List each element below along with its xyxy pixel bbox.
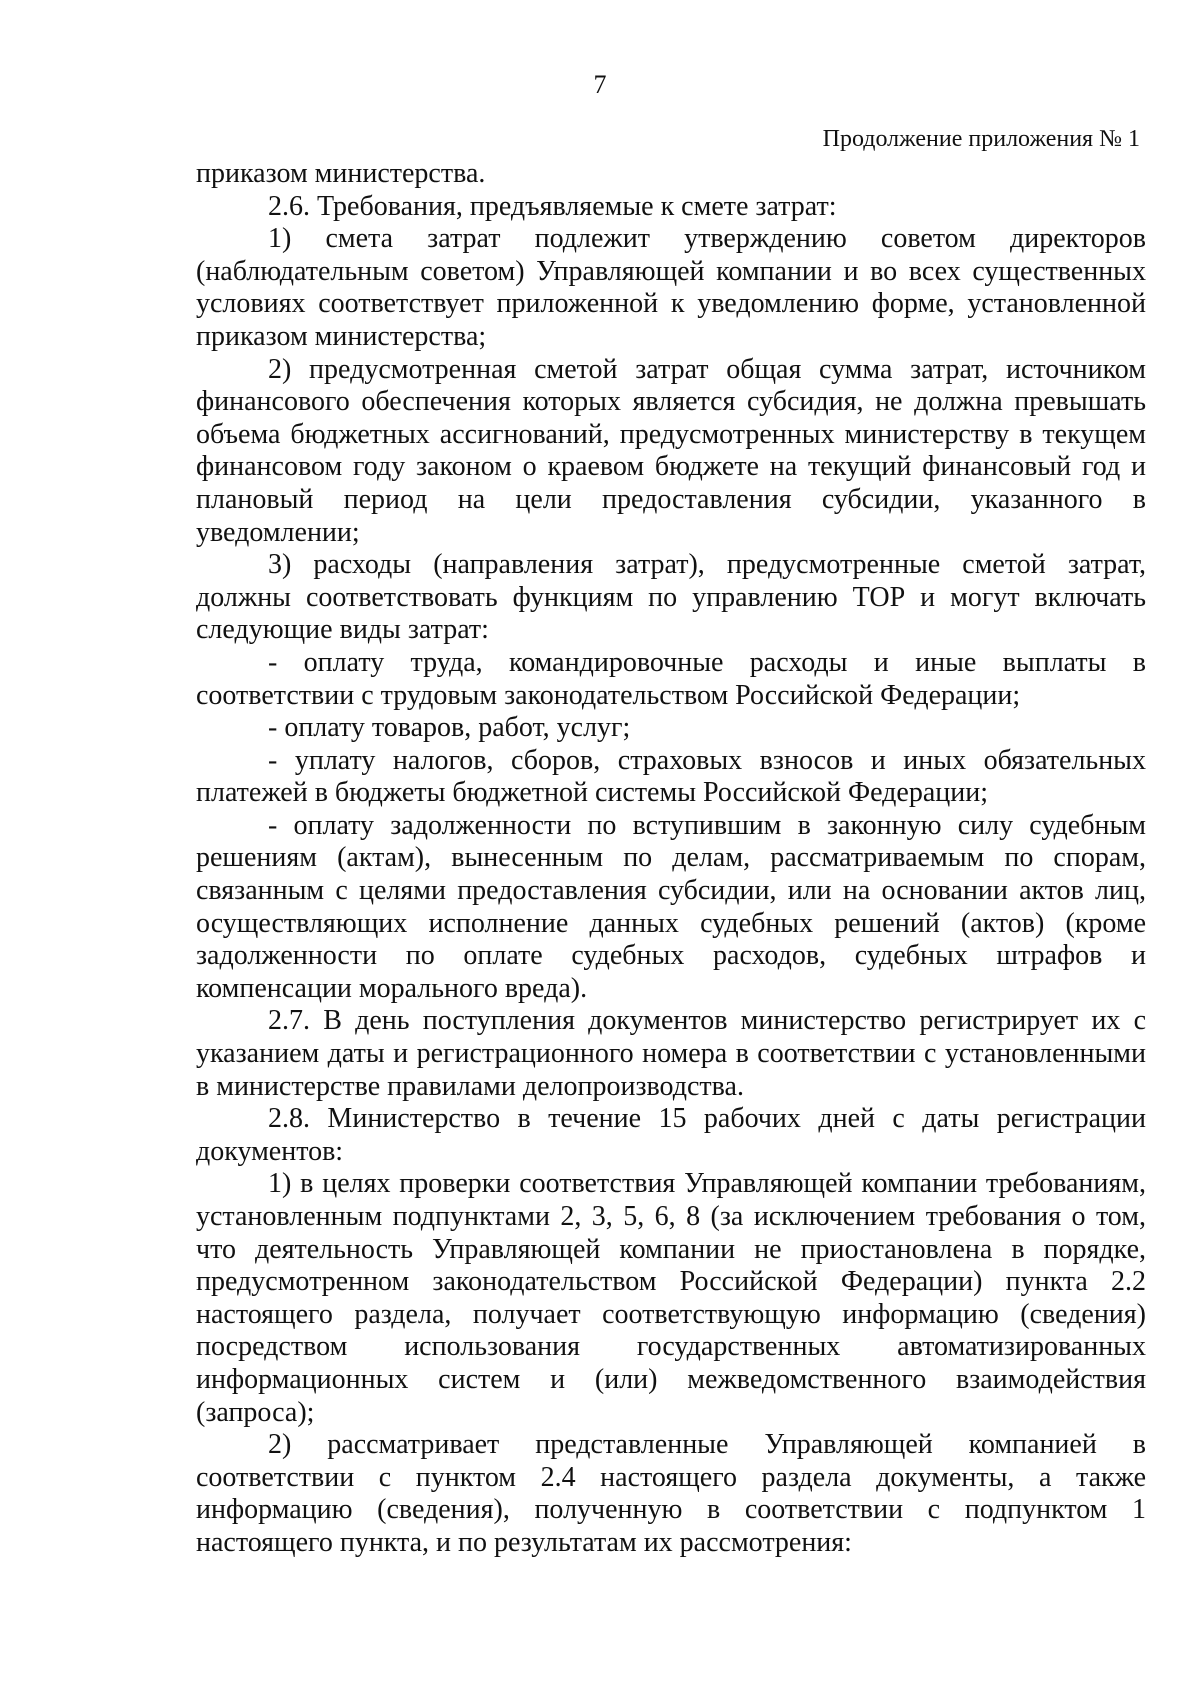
paragraph-2-6-heading: 2.6. Требования, предъявляемые к смете затрат: <box>268 190 837 222</box>
paragraph-dash-labor: - оплату труда, командировочные расходы и иные выплаты в соответствии с трудовым законодательством Российской Федерации; <box>196 646 1146 711</box>
paragraph-2-7: 2.7. В день поступления документов министерство регистрирует их с указанием даты и регистрационного номера в соответствии с установленными в министерстве правилами делопроизводства. <box>196 1005 1146 1102</box>
paragraph-dash-debts: - оплату задолженности по вступившим в законную силу судебным решениям (актам), вынесенным по делам, рассматриваемым по спорам, связанным с целями предоставления субсидии, или на основании актов лиц, осуществляющих исполнение данных судебных решений (актов) (кроме задолженности по оплате судебных расходов, судебных штрафов и компенсации морального вреда). <box>196 809 1146 1004</box>
appendix-continuation-note: Продолжение приложения № 1 <box>822 126 1140 152</box>
paragraph-dash-taxes: - уплату налогов, сборов, страховых взносов и иных обязательных платежей в бюджеты бюджетной системы Российской Федерации; <box>196 744 1146 809</box>
paragraph-2-8-item-2: 2) рассматривает представленные Управляющей компанией в соответствии с пунктом 2.4 настоящего раздела документы, а также информацию (сведения), полученную в соответствии с подпунктом 1 настоящего пункта, и по результатам их рассмотрения: <box>196 1429 1146 1558</box>
paragraph-2-6-item-2: 2) предусмотренная сметой затрат общая сумма затрат, источником финансового обеспечения которых является субсидия, не должна превышать объема бюджетных ассигнований, предусмотренных министерству в текущем финансовом году законом о краевом бюджете на текущий финансовый год и плановый период на цели предоставления субсидии, указанного в уведомлении; <box>196 353 1146 548</box>
document-body <box>196 158 1146 1560</box>
page-number: 7 <box>593 70 607 99</box>
paragraph-2-8-item-1: 1) в целях проверки соответствия Управляющей компании требованиям, установленным подпунктами 2, 3, 5, 6, 8 (за исключением требования о том, что деятельность Управляющей компании не приостановлена в порядке, предусмотренном законодательством Российской Федерации) пункта 2.2 настоящего раздела, получает соответствующую информацию (сведения) посредством использования государственных автоматизированных информационных систем и (или) межведомственного взаимодействия (запроса); <box>196 1168 1146 1428</box>
paragraph-continuation: приказом министерства. <box>196 158 486 189</box>
paragraph-2-8-heading: 2.8. Министерство в течение 15 рабочих дней с даты регистрации документов: <box>196 1103 1146 1167</box>
paragraph-dash-goods: - оплату товаров, работ, услуг; <box>268 712 631 744</box>
paragraph-2-6-item-1: 1) смета затрат подлежит утверждению советом директоров (наблюдательным советом) Управляющей компании и во всех существенных условиях соответствует приложенной к уведомлению форме, установленной приказом министерства; <box>196 223 1146 352</box>
paragraph-2-6-item-3: 3) расходы (направления затрат), предусмотренные сметой затрат, должны соответствовать функциям по управлению ТОР и могут включать следующие виды затрат: <box>196 549 1146 646</box>
